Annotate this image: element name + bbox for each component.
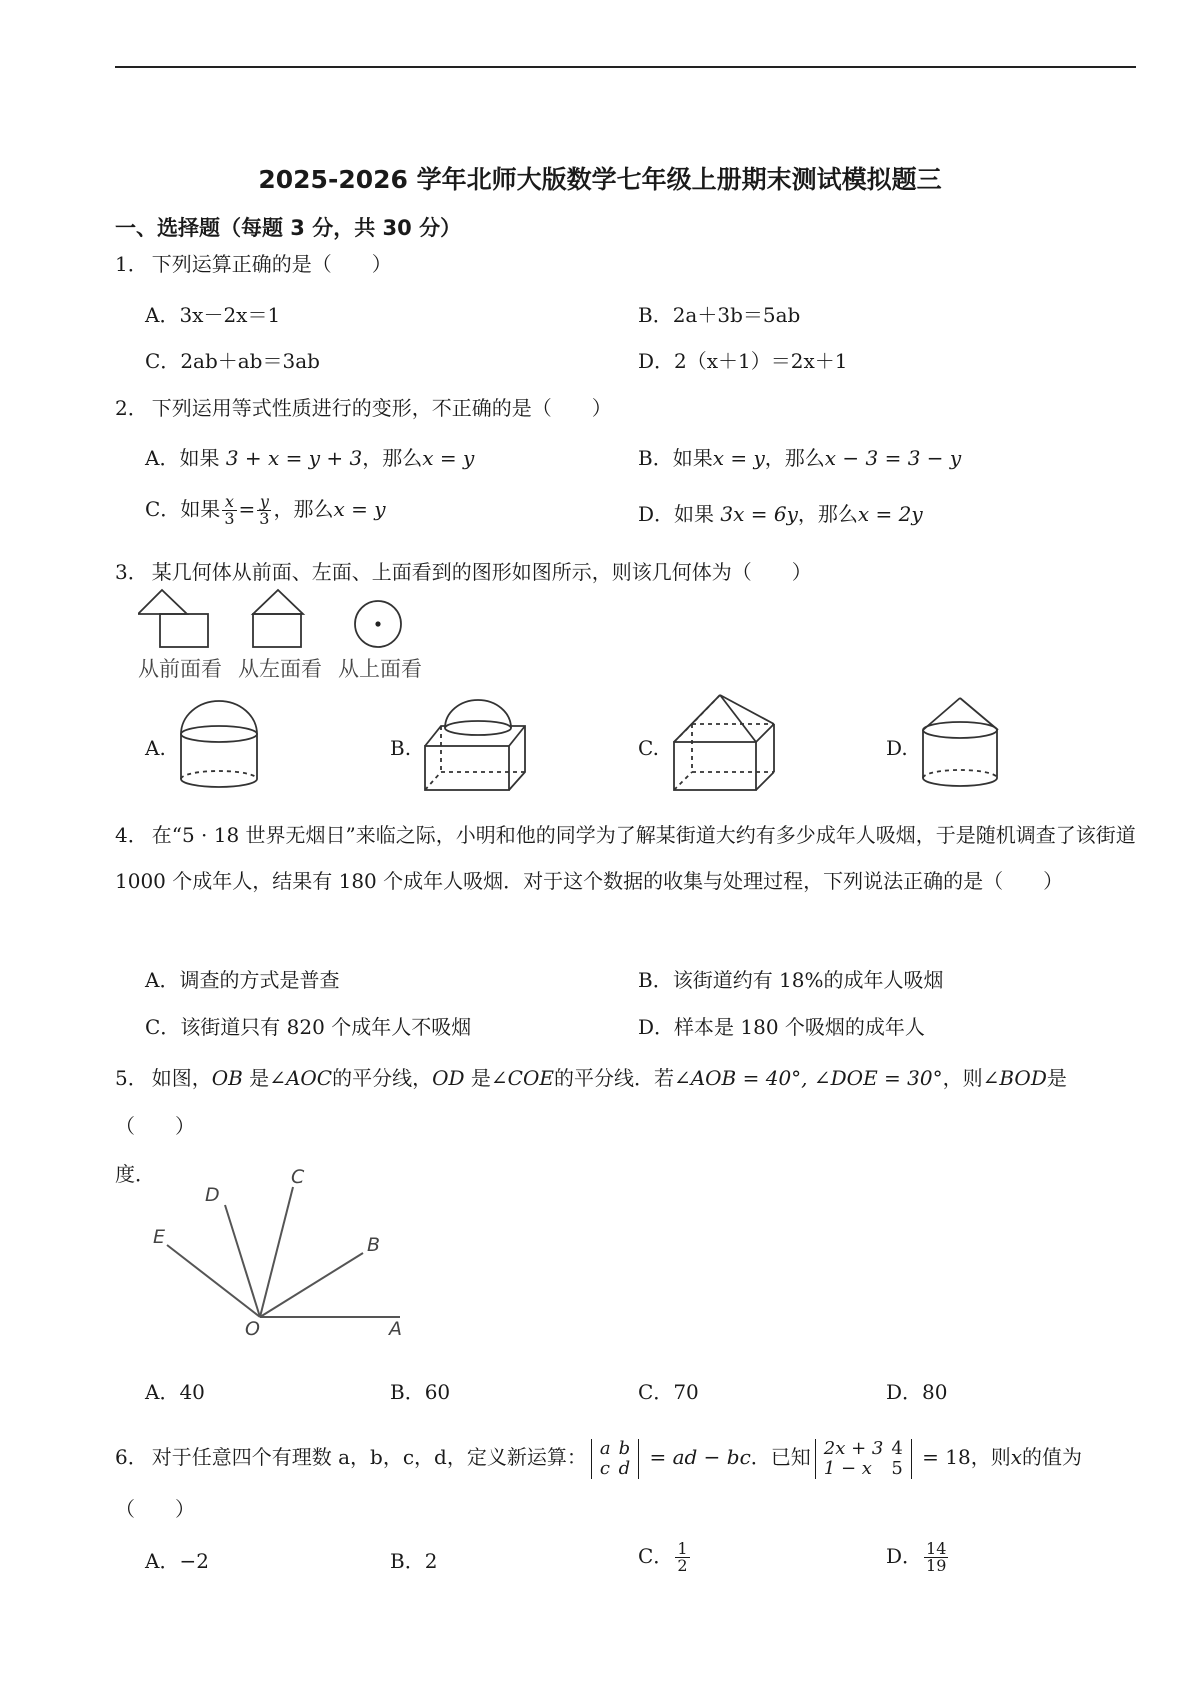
q2-option-b: [638, 443, 961, 473]
left-view-drawing: [253, 590, 303, 647]
q2-option-a: [145, 443, 474, 473]
q3-option-a-solid: [176, 700, 266, 790]
stem-text: 如图，: [151, 1066, 212, 1090]
numerator: y: [257, 494, 271, 511]
option-label: D．: [886, 1544, 923, 1568]
page-title: 2025-2026 学年北师大版数学七年级上册期末测试模拟题三: [258, 165, 942, 194]
ray-OD: [225, 1205, 260, 1317]
det-entry: 1 − x: [823, 1457, 872, 1479]
q5-option-a: [145, 1377, 205, 1407]
numerator: 14: [926, 1539, 947, 1558]
determinant-definition: [591, 1439, 639, 1479]
point-label-C: C: [291, 1166, 305, 1188]
option-text: ，那么: [764, 446, 825, 470]
option-text: 该街道只有 820 个成年人不吸烟: [180, 1015, 472, 1039]
option-math: x = 2y: [857, 502, 923, 526]
stem-text: ，则: [970, 1445, 1011, 1469]
point-label-B: B: [367, 1234, 381, 1256]
point-label-D: D: [205, 1184, 220, 1206]
option-label: C．: [638, 1380, 674, 1404]
fraction: [257, 494, 271, 527]
section-header: 一、选择题（每题 3 分，共 30 分）: [115, 216, 462, 240]
option-label: B．: [390, 1380, 425, 1404]
stem-math: ∠BOD: [982, 1066, 1047, 1090]
question-number: 2．: [115, 396, 148, 420]
option-label: C．: [145, 497, 181, 521]
option-label: B．: [390, 1549, 425, 1573]
stem-text: 是: [242, 1066, 270, 1090]
det-entry: 5: [891, 1457, 903, 1479]
q3-option-b-label: B.: [390, 736, 412, 760]
view-label-top: 从上面看: [338, 657, 422, 681]
stem-text: 是（ ）: [115, 1066, 1067, 1138]
q4-option-c: [145, 1012, 471, 1042]
q6-option-a: [145, 1546, 209, 1576]
q6-option-d: [886, 1541, 950, 1574]
q6-option-c: [638, 1541, 692, 1574]
option-text: 80: [922, 1380, 948, 1404]
question-2: [115, 385, 1140, 431]
q1-option-a: [145, 300, 280, 330]
q5-option-b: [390, 1377, 450, 1407]
option-math: x = y: [712, 446, 765, 470]
q3-option-b-solid: [423, 698, 535, 792]
stem-math: = 18: [915, 1445, 971, 1469]
option-label: B．: [638, 303, 673, 327]
stem-math: ∠AOC: [269, 1066, 333, 1090]
fraction: [675, 1541, 689, 1574]
stem-math: x: [1010, 1445, 1023, 1469]
option-text: 2（x＋1）＝2x＋1: [674, 349, 848, 373]
question-stem: 在“5 · 18 世界无烟日”来临之际，小明和他的同学为了解某街道大约有多少成年人吸烟，于是随机调查了该街道 1000 个成年人，结果有 180 个成年人吸烟．对于这个数据的收集与处理过程，下列说法正确的是（ ）: [115, 823, 1136, 893]
point-label-A: A: [389, 1318, 402, 1337]
stem-text: 对于任意四个有理数 a，b，c，d，定义新运算：: [151, 1445, 587, 1469]
denominator: 2: [677, 1556, 688, 1575]
option-label: B．: [638, 968, 673, 992]
option-math: 3 + x = y + 3: [225, 446, 363, 470]
point-label-E: E: [153, 1226, 166, 1248]
option-text: 3x－2x＝1: [179, 303, 281, 327]
numerator: 1: [677, 1539, 688, 1558]
header-rule: [115, 66, 1136, 68]
option-math: x − 3 = 3 − y: [824, 446, 962, 470]
option-label: D．: [638, 1015, 675, 1039]
option-label: A．: [145, 968, 180, 992]
option-text: 60: [424, 1380, 451, 1404]
option-text: 如果: [674, 502, 721, 526]
q4-option-b: [638, 965, 944, 995]
q3-option-a-label: A.: [145, 736, 166, 760]
stem-text: 的平分线．若: [553, 1066, 674, 1090]
option-text: 如果: [672, 446, 713, 470]
question-4: [115, 812, 1140, 904]
question-6: [115, 1431, 1140, 1535]
q4-option-a: [145, 965, 339, 995]
question-1: [115, 241, 1140, 287]
det-entry: c: [599, 1457, 610, 1479]
q1-option-d: [638, 346, 848, 376]
stem-text: ，则: [942, 1066, 983, 1090]
view-label-front: 从前面看: [138, 657, 222, 681]
q3-option-c-solid: [672, 692, 780, 796]
option-label: D．: [638, 502, 675, 526]
top-view-drawing: [355, 601, 401, 647]
option-math: x = y: [422, 446, 475, 470]
q3-option-d-solid: [920, 695, 1006, 791]
stem-math: OD: [432, 1066, 465, 1090]
question-stem: 某几何体从前面、左面、上面看到的图形如图所示，则该几何体为（ ）: [151, 560, 812, 584]
q2-option-c: [145, 494, 386, 527]
stem-text: 度．: [115, 1162, 155, 1186]
stem-math: OB: [211, 1066, 243, 1090]
det-entry: d: [618, 1457, 631, 1479]
q1-option-b: [638, 300, 800, 330]
option-math: 3x = 6y: [720, 502, 798, 526]
question-number: 1．: [115, 252, 148, 276]
option-text: 2a＋3b＝5ab: [672, 303, 801, 327]
q6-option-b: [390, 1546, 437, 1576]
option-text: ，那么: [273, 497, 334, 521]
three-views-figure: [138, 588, 438, 684]
stem-text: 是: [464, 1066, 491, 1090]
q3-option-d-label: D.: [886, 736, 908, 760]
stem-math: ∠COE: [490, 1066, 554, 1090]
option-math: x = y: [333, 497, 386, 521]
q5-option-c: [638, 1377, 699, 1407]
option-text: ，那么: [362, 446, 423, 470]
option-label: D．: [886, 1380, 923, 1404]
q1-option-c: [145, 346, 320, 376]
view-label-left: 从左面看: [238, 657, 322, 681]
option-text: 如果: [180, 497, 221, 521]
ray-OB: [260, 1253, 363, 1317]
q3-option-c-label: C.: [638, 736, 659, 760]
numerator: x: [222, 494, 236, 511]
option-text: 如果: [179, 446, 226, 470]
option-text: 70: [673, 1380, 699, 1404]
option-label: C．: [145, 349, 181, 373]
denominator: 19: [926, 1556, 947, 1575]
det-entry: b: [618, 1437, 631, 1459]
option-label: A．: [145, 1380, 180, 1404]
option-text: 调查的方式是普查: [179, 968, 340, 992]
point-label-O: O: [245, 1318, 260, 1337]
question-number: 4．: [115, 823, 148, 847]
denominator: 3: [259, 509, 270, 528]
stem-text: ．已知: [750, 1445, 811, 1469]
determinant-given: [815, 1439, 912, 1479]
denominator: 3: [224, 509, 235, 528]
question-number: 5．: [115, 1066, 148, 1090]
option-label: D．: [638, 349, 675, 373]
q5-option-d: [886, 1377, 948, 1407]
stem-math: = ad − bc: [643, 1445, 751, 1469]
option-text: 2ab＋ab＝3ab: [180, 349, 320, 373]
option-text: ，那么: [797, 502, 858, 526]
option-text: 40: [179, 1380, 205, 1404]
stem-text: 的值为: [1022, 1445, 1083, 1469]
q4-option-d: [638, 1012, 925, 1042]
question-number: 6．: [115, 1445, 148, 1469]
option-text: 该街道约有 18%的成年人吸烟: [672, 968, 944, 992]
option-label: C．: [638, 1544, 674, 1568]
ray-OE: [167, 1245, 260, 1317]
option-label: A．: [145, 446, 180, 470]
option-text: −2: [179, 1549, 209, 1573]
equals-sign: =: [238, 497, 256, 521]
det-entry: a: [599, 1437, 611, 1459]
ray-OC: [260, 1187, 293, 1317]
option-label: A．: [145, 1549, 180, 1573]
question-number: 3．: [115, 560, 148, 584]
option-label: C．: [145, 1015, 181, 1039]
stem-math: ∠AOB = 40°, ∠DOE = 30°: [673, 1066, 943, 1090]
option-text: 2: [424, 1549, 438, 1573]
front-view-drawing: [138, 590, 208, 647]
option-text: 样本是 180 个吸烟的成年人: [674, 1015, 925, 1039]
angle-figure: [145, 1165, 415, 1337]
question-stem: 下列运用等式性质进行的变形，不正确的是（ ）: [151, 396, 612, 420]
stem-text: 的平分线，: [332, 1066, 433, 1090]
question-stem: 下列运算正确的是（ ）: [151, 252, 392, 276]
option-label: A．: [145, 303, 180, 327]
fraction: [222, 494, 236, 527]
q2-option-d: [638, 499, 923, 529]
det-entry: 2x + 3: [823, 1437, 884, 1459]
fraction: [924, 1541, 948, 1574]
det-entry: 4: [891, 1437, 903, 1459]
stem-text: （ ）: [115, 1497, 195, 1521]
option-label: B．: [638, 446, 673, 470]
